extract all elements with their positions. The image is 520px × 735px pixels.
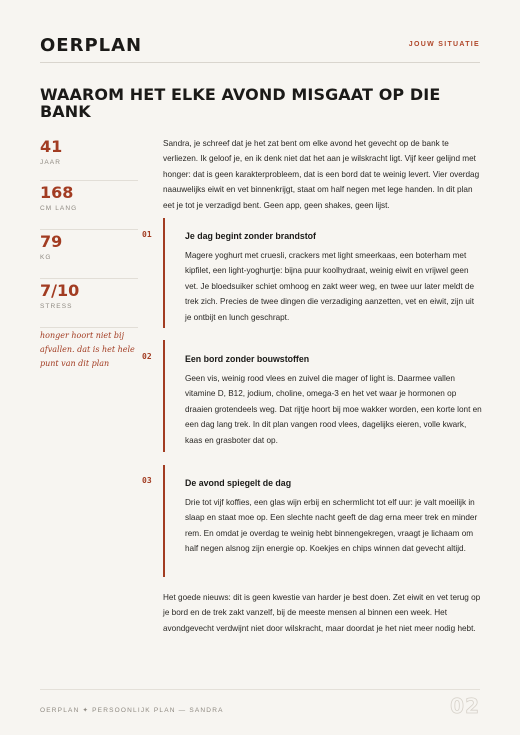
reason-title: De avond spiegelt de dag <box>185 478 292 488</box>
stat-value: 79 <box>40 232 63 251</box>
stat-label: KG <box>40 254 52 261</box>
stat-value: 7/10 <box>40 281 80 300</box>
header-divider <box>40 62 480 63</box>
handwritten-note: honger hoort niet bij afvallen. dat is het hele punt van dit plan <box>40 331 135 368</box>
reason-number: 02 <box>142 352 152 361</box>
stat-stress <box>40 282 138 328</box>
page-number: 02 <box>450 694 480 718</box>
stat-label: CM LANG <box>40 205 78 212</box>
stat-label: STRESS <box>40 303 73 310</box>
reason-2 <box>142 340 483 452</box>
stat-value: 168 <box>40 183 74 202</box>
reason-3 <box>142 465 483 577</box>
reason-accent-line <box>163 465 165 577</box>
stat-height <box>40 184 138 230</box>
reason-number: 03 <box>142 476 152 485</box>
reason-title: Een bord zonder bouwstoffen <box>185 354 310 364</box>
page-title: WAAROM HET ELKE AVOND MISGAAT OP DIE BANK <box>40 85 441 121</box>
reason-title: Je dag begint zonder brandstof <box>185 231 316 241</box>
logo: OERPLAN <box>40 35 143 56</box>
stat-weight <box>40 233 138 279</box>
footer-text: OERPLAN ✦ PERSOONLIJK PLAN — SANDRA <box>40 707 224 714</box>
reason-accent-line <box>163 218 165 328</box>
closing-paragraph: Het goede nieuws: dit is geen kwestie van harder je best doen. Zet eiwit en vet terug op je bord en de trek zakt vanzelf, bij de meeste mensen al binnen een week. Het avondgevecht verdwijnt niet door wilskracht, maar doordat je het niet meer nodig hebt. <box>163 593 481 633</box>
reason-text: Geen vis, weinig rood vlees en zuivel die mager of light is. Daarmee vallen vitamine D, B12, jodium, choline, omega-3 en het vet waar je hormonen op draaien grotendeels weg. Dat rijtje hoort bij moe wakker worden, een korte lont en een dag lang trek. In dit plan vangen rood vlees, dagelijks eieren, volle kwark, kaas en grasboter dat op. <box>185 374 482 445</box>
stat-age <box>40 138 138 181</box>
header <box>40 34 480 60</box>
intro-paragraph: Sandra, je schreef dat je het zat bent om elke avond het gevecht op de bank te verliezen. Ik geloof je, en ik denk niet dat het aan je wilskracht ligt. Vijf keer gelijnd met honger: dat is geen karakterprobleem, dat is een bord dat te weinig levert. Vier overdag naauwelijks eiwit en vet binnenkrijgt, staat om half negen met lege handen. In dit plan eet je tot je verzadigd bent. Geen app, geen shakes, geen lijst. <box>163 139 480 210</box>
reason-number: 01 <box>142 230 152 239</box>
reason-text: Drie tot vijf koffies, een glas wijn erbij en schermlicht tot elf uur: je valt moeilijk in slaap en staat moe op. Een slechte nacht geeft de dag erna meer trek en minder rem. En omdat je overdag te weinig hebt binnengekregen, vraagt je lichaam om half negen alsnog zijn energie op. Koekjes en chips winnen dat gevecht altijd. <box>185 498 478 554</box>
stats-column <box>40 138 138 328</box>
stat-label: JAAR <box>40 159 62 166</box>
stat-value: 41 <box>40 137 63 156</box>
reason-accent-line <box>163 340 165 452</box>
reason-1 <box>142 218 483 328</box>
footer-divider <box>40 689 480 690</box>
section-label: JOUW SITUATIE <box>408 41 480 48</box>
reason-text: Magere yoghurt met cruesli, crackers met light smeerkaas, een boterham met kipfilet, een light-yoghurtje: bijna puur koolhydraat, weinig eiwit en vrijwel geen vet. Je bloedsuiker schiet omhoog en zakt weer weg, en twee uur later meldt de trek zich. Precies de twee dingen die verzadiging aanzetten, vet en eiwit, zijn uit je ontbijt en lunch geschrapt. <box>185 251 474 322</box>
